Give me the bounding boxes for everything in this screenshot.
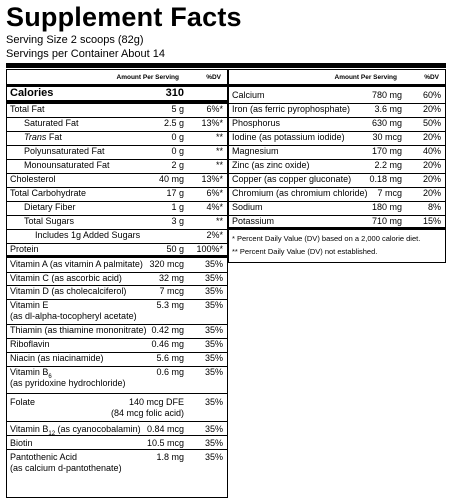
vitamin-e-amount: 5.3 mg	[156, 300, 184, 310]
vitamin-a-dv: 35%	[204, 259, 223, 269]
potassium-row	[229, 215, 445, 226]
supplement-facts-title: Supplement Facts	[6, 2, 242, 32]
vitamin-e-dv: 35%	[204, 300, 223, 310]
niacin-dv: 35%	[204, 353, 223, 363]
poly-fat-row	[7, 145, 227, 156]
vitamin-e-label: Vitamin E	[10, 300, 49, 310]
thiamin-dv: 35%	[204, 325, 223, 335]
zinc-dv: 20%	[422, 160, 441, 170]
zinc-row	[229, 159, 445, 170]
calcium-label: Calcium	[232, 90, 265, 100]
vitamin-b6-label: Vitamin $B_6$	[10, 367, 52, 380]
vitamin-b12-row	[7, 421, 227, 436]
protein-label: Protein	[10, 244, 39, 254]
folate-label: Folate	[10, 397, 36, 407]
vitamin-c-label: Vitamin C (as ascorbic acid)	[10, 273, 122, 283]
mono-fat-label: Monounsaturated Fat	[24, 160, 110, 170]
total-fat-amount: 5 g	[171, 104, 184, 114]
added-sugars-row	[7, 229, 227, 240]
pantothenic-acid-row	[7, 449, 227, 477]
sugars-row	[7, 215, 227, 226]
phosphorus-amount: 630 mg	[371, 118, 402, 128]
iron-amount: 3.6 mg	[374, 104, 402, 114]
thiamin-label: Thiamin (as thiamine mononitrate)	[10, 325, 147, 335]
vitamin-b6-source: (as pyridoxine hydrochloride)	[10, 378, 126, 388]
total-carb-dv: 6%*	[206, 188, 223, 198]
left-facts-panel	[6, 69, 228, 498]
magnesium-dv: 40%	[422, 146, 441, 156]
calcium-dv: 60%	[422, 90, 441, 100]
sugars-amount: 3 g	[171, 216, 184, 226]
vitamin-b6-amount: 0.6 mg	[156, 367, 184, 377]
cholesterol-label: Cholesterol	[10, 174, 56, 184]
vitamin-b12-label: Vitamin $B_{12}$ (as cyanocobalamin)	[10, 424, 141, 437]
fiber-label: Dietary Fiber	[24, 202, 76, 212]
left-column-header	[7, 70, 227, 84]
pantothenic-acid-source: (as calcium d-pantothenate)	[10, 463, 122, 473]
chromium-amount: 7 mcg	[377, 188, 402, 198]
copper-label: Copper (as copper gluconate)	[232, 174, 352, 184]
chromium-label: Chromium (as chromium chloride)	[232, 188, 368, 198]
right-facts-panel	[228, 69, 446, 263]
calories-amount: 310	[165, 87, 184, 99]
pantothenic-acid-amount: 1.8 mg	[156, 452, 184, 462]
dv-header-right: %DV	[424, 74, 439, 81]
niacin-label: Niacin (as niacinamide)	[10, 353, 104, 363]
potassium-amount: 710 mg	[371, 216, 402, 226]
iodine-row	[229, 131, 445, 142]
cholesterol-dv: 13%*	[201, 174, 223, 184]
saturated-fat-label: Saturated Fat	[24, 118, 79, 128]
niacin-row	[7, 352, 227, 363]
total-carb-label: Total Carbohydrate	[10, 188, 87, 198]
zinc-label: Zinc (as zinc oxide)	[232, 160, 310, 170]
protein-dv: 100%*	[196, 244, 223, 254]
top-divider-bar	[6, 63, 446, 68]
protein-row	[7, 243, 227, 254]
saturated-fat-row	[7, 117, 227, 128]
mono-fat-row	[7, 159, 227, 170]
vitamin-b12-amount: 0.84 mcg	[146, 424, 184, 434]
copper-dv: 20%	[422, 174, 441, 184]
footnote-dv-2000-calorie: * Percent Daily Value (DV) based on a 2,000 calorie diet.	[232, 234, 421, 243]
trans-fat-dv: **	[215, 132, 223, 142]
protein-amount: 50 g	[166, 244, 184, 254]
servings-per-container: Servings per Container About 14	[6, 48, 165, 60]
chromium-dv: 20%	[422, 188, 441, 198]
folate-folic-acid: (84 mcg folic acid)	[110, 408, 184, 418]
total-fat-label: Total Fat	[10, 104, 45, 114]
vitamin-b12-dv: 35%	[204, 424, 223, 434]
phosphorus-label: Phosphorus	[232, 118, 281, 128]
fiber-row	[7, 201, 227, 212]
sodium-dv: 8%	[427, 202, 441, 212]
magnesium-amount: 170 mg	[371, 146, 402, 156]
calories-label: Calories	[10, 87, 54, 99]
vitamin-b6-dv: 35%	[204, 367, 223, 377]
vitamin-e-row	[7, 299, 227, 325]
iron-dv: 20%	[422, 104, 441, 114]
added-sugars-dv: 2%*	[206, 230, 223, 240]
riboflavin-row	[7, 338, 227, 349]
vitamin-e-source: (as dl-alpha-tocopheryl acetate)	[10, 311, 137, 321]
sugars-label: Total Sugars	[24, 216, 75, 226]
folate-dv: 35%	[204, 397, 223, 407]
copper-amount: 0.18 mg	[369, 174, 402, 184]
vitamin-d-amount: 7 mcg	[159, 286, 184, 296]
poly-fat-amount: 0 g	[171, 146, 184, 156]
trans-fat-row	[7, 131, 227, 142]
amount-per-serving-header-right: Amount Per Serving	[334, 74, 397, 81]
total-fat-row	[7, 103, 227, 114]
biotin-label: Biotin	[10, 438, 33, 448]
vitamin-c-dv: 35%	[204, 273, 223, 283]
potassium-label: Potassium	[232, 216, 275, 226]
copper-row	[229, 173, 445, 184]
total-carb-amount: 17 g	[166, 188, 184, 198]
mono-fat-dv: **	[215, 160, 223, 170]
sodium-label: Sodium	[232, 202, 263, 212]
riboflavin-dv: 35%	[204, 339, 223, 349]
total-fat-dv: 6%*	[206, 104, 223, 114]
biotin-row	[7, 435, 227, 448]
sodium-amount: 180 mg	[371, 202, 402, 212]
cholesterol-amount: 40 mg	[158, 174, 184, 184]
dv-header: %DV	[206, 74, 221, 81]
right-header-divider	[229, 84, 445, 87]
magnesium-row	[229, 145, 445, 156]
vitamin-d-row	[7, 285, 227, 296]
vitamin-d-dv: 35%	[204, 286, 223, 296]
thiamin-amount: 0.42 mg	[151, 325, 184, 335]
iodine-amount: 30 mcg	[372, 132, 402, 142]
right-column-header	[229, 70, 445, 84]
saturated-fat-amount: 2.5 g	[163, 118, 184, 128]
phosphorus-dv: 50%	[422, 118, 441, 128]
vitamin-c-amount: 32 mg	[158, 273, 184, 283]
amount-per-serving-header: Amount Per Serving	[116, 74, 179, 81]
footnote-dv-not-established: ** Percent Daily Value (DV) not established.	[232, 247, 378, 256]
riboflavin-amount: 0.46 mg	[151, 339, 184, 349]
vitamin-a-amount: 320 mcg	[149, 259, 184, 269]
serving-size: Serving Size 2 scoops (82g)	[6, 34, 144, 46]
footnote-divider	[229, 227, 445, 230]
biotin-dv: 35%	[204, 438, 223, 448]
iodine-dv: 20%	[422, 132, 441, 142]
folate-row	[7, 393, 227, 422]
chromium-row	[229, 187, 445, 198]
trans-fat-label: Trans Fat	[24, 132, 62, 142]
potassium-dv: 15%	[422, 216, 441, 226]
vitamin-c-row	[7, 272, 227, 283]
saturated-fat-dv: 13%*	[201, 118, 223, 128]
poly-fat-dv: **	[215, 146, 223, 156]
iron-label: Iron (as ferric pyrophosphate)	[232, 104, 351, 114]
phosphorus-row	[229, 117, 445, 128]
calcium-amount: 780 mg	[371, 90, 402, 100]
zinc-amount: 2.2 mg	[374, 160, 402, 170]
fiber-amount: 1 g	[171, 202, 184, 212]
magnesium-label: Magnesium	[232, 146, 279, 156]
sodium-row	[229, 201, 445, 212]
pantothenic-acid-label: Pantothenic Acid	[10, 452, 78, 462]
vitamin-b6-row	[7, 366, 227, 394]
thiamin-row	[7, 324, 227, 335]
mono-fat-amount: 2 g	[171, 160, 184, 170]
vitamin-a-label: Vitamin A (as vitamin A palmitate)	[10, 259, 143, 269]
pantothenic-acid-dv: 35%	[204, 452, 223, 462]
fiber-dv: 4%*	[206, 202, 223, 212]
added-sugars-label: Includes 1g Added Sugars	[35, 230, 141, 240]
total-carb-row	[7, 187, 227, 198]
protein-divider	[7, 255, 227, 258]
cholesterol-row	[7, 173, 227, 184]
riboflavin-label: Riboflavin	[10, 339, 50, 349]
niacin-amount: 5.6 mg	[156, 353, 184, 363]
trans-fat-amount: 0 g	[171, 132, 184, 142]
folate-amount: 140 mcg DFE	[128, 397, 184, 407]
biotin-amount: 10.5 mcg	[146, 438, 184, 448]
vitamin-d-label: Vitamin D (as cholecalciferol)	[10, 286, 127, 296]
sugars-dv: **	[215, 216, 223, 226]
iodine-label: Iodine (as potassium iodide)	[232, 132, 345, 142]
poly-fat-label: Polyunsaturated Fat	[24, 146, 105, 156]
iron-row	[229, 103, 445, 114]
